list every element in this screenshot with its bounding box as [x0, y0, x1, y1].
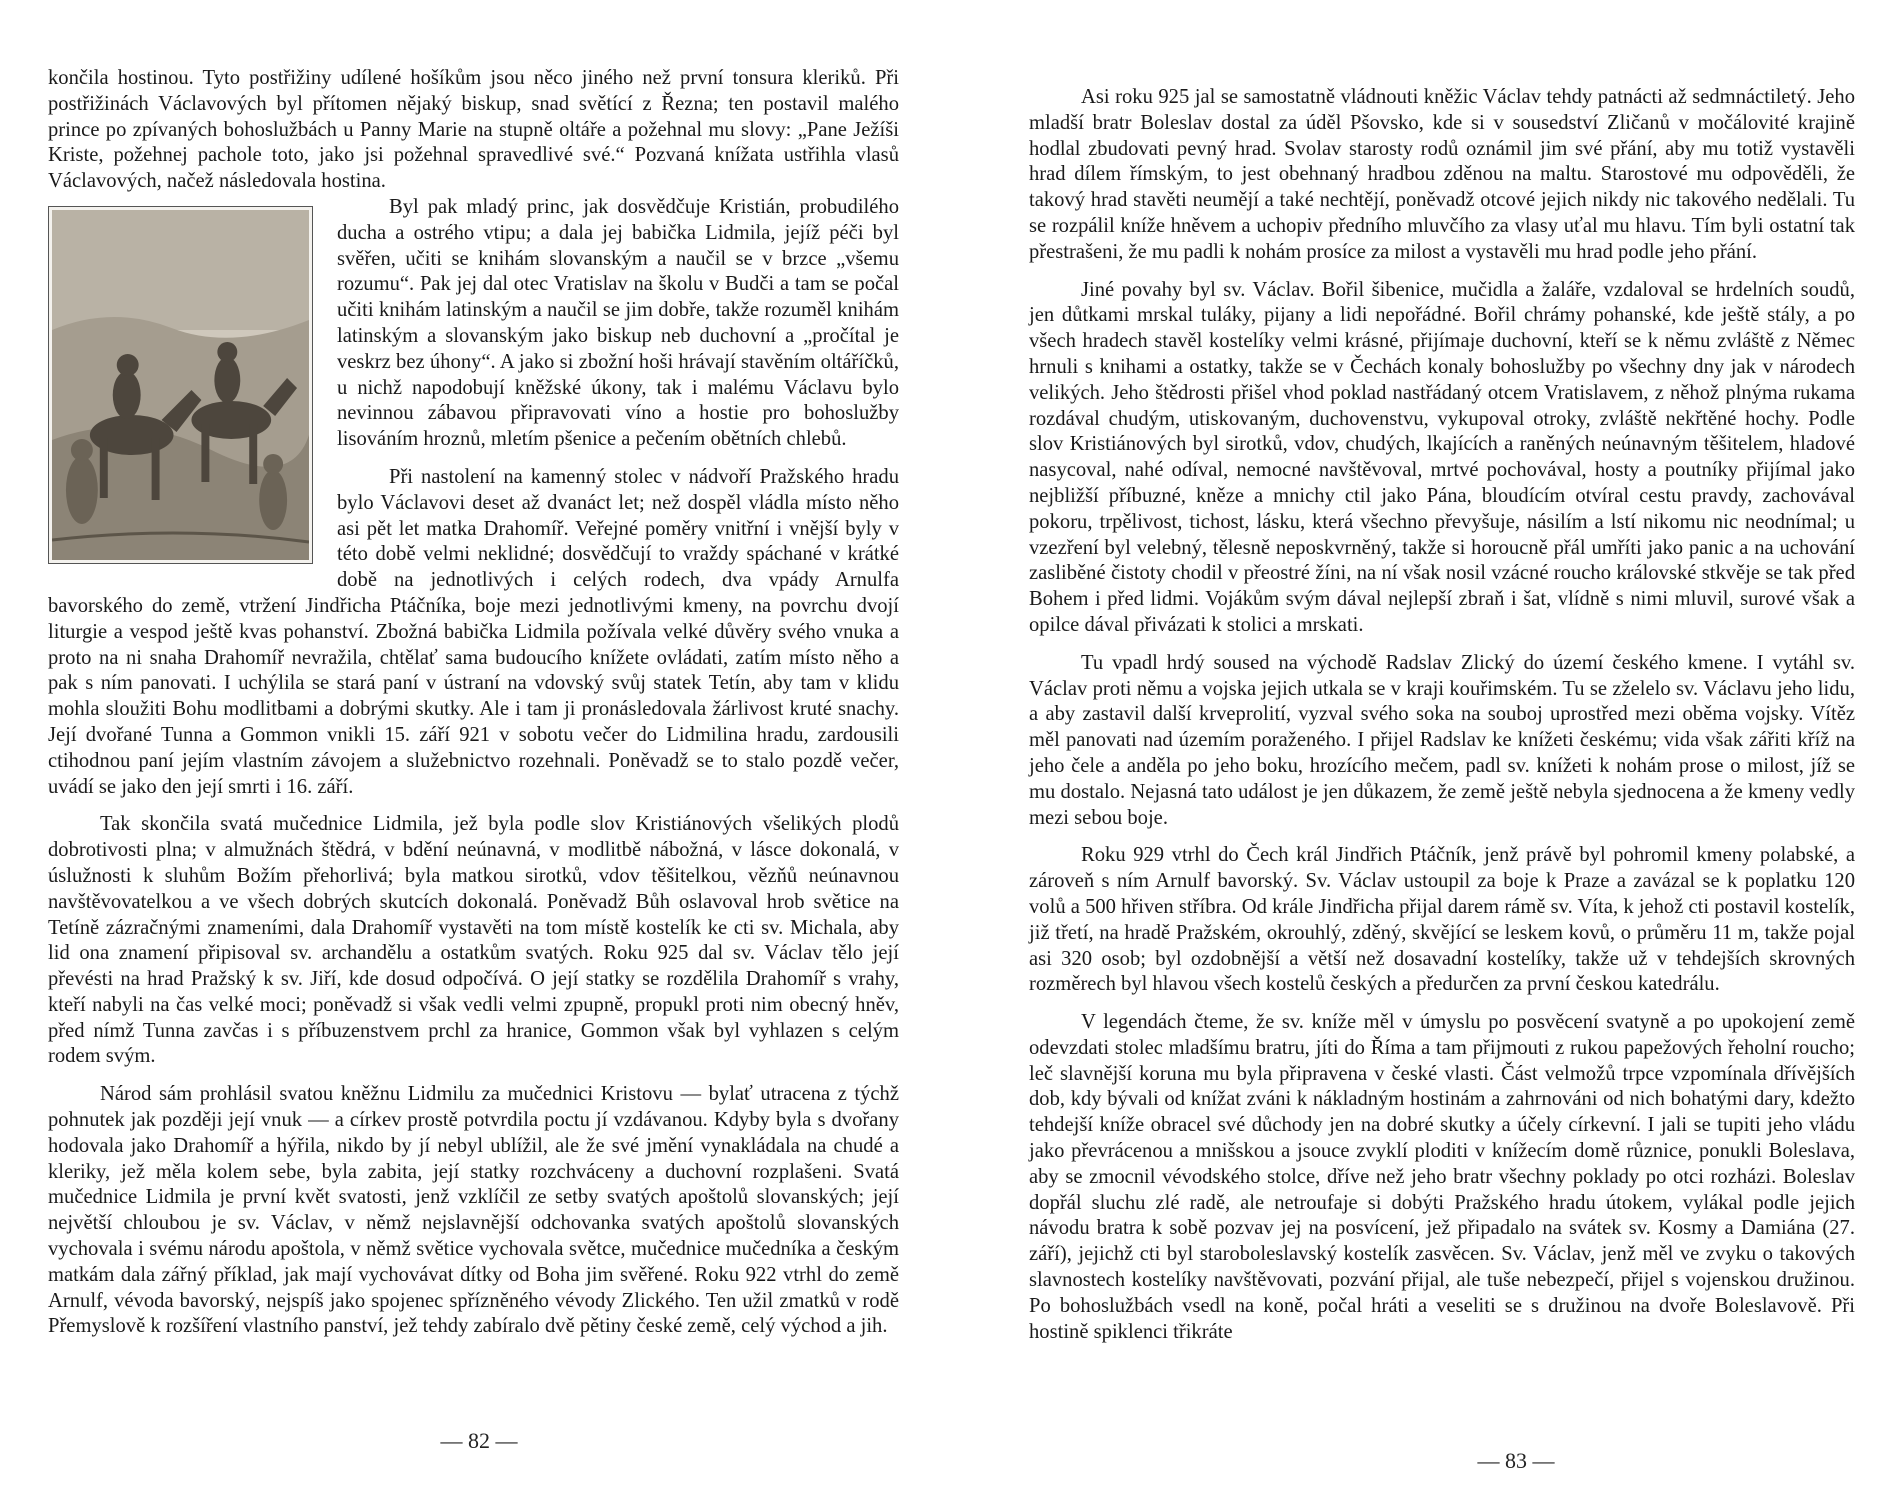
page-number: — 83 — [1477, 1448, 1555, 1473]
left-page-text [48, 66, 899, 1352]
right-page-text [1029, 85, 1855, 1357]
paragraph: Tu vpadl hrdý soused na východě Radslav Zlický do území českého kmene. I vytáhl sv. Václav proti němu a vojska jejich utkala se v kraji kouřimském. Tu se zželelo sv. Václavu jeho lidu, a aby zastavil další krveprolití, vyzval svého soka na souboj uprostřed mezi oběma vojsky. Vítěz měl panovati nad územím poraženého. I přijel Radslav ke knížeti českému; vida však zářiti kříž na jeho čele a anděla po jeho boku, hrozícího mečem, padl sv. knížeti k nohám prose o milost, jíž se mu dostalo. Nejasná tato událost je jen důkazem, že země ještě nebyla sjednocena a že kmeny vedly mezi sebou boje. [1029, 651, 1855, 829]
paragraph: Jiné povahy byl sv. Václav. Bořil šibenice, mučidla a žaláře, vzdaloval se hrdelních soudů, jen důtkami mrskal tuláky, pijany a lidi nepořádné. Bořil chrámy pohanské, kde ještě stály, a po všech hradech stavěl kostelíky velmi krásné, přijímaje duchovní, kteří se k němu zvláště z Němec hrnuli s knihami a ostatky, takže se v Čechách konaly bohoslužby po všechny dny jak v národech velikých. Jeho štědrosti přišel vhod poklad nastřádaný otcem Vratislavem, z něhož plnýma rukama rozdával chudým, utiskovaným, duchovenstvu, vykupoval otroky, zvláště nekřtěné hochy. Podle slov Kristiánových byl sirotků, vdov, chudých, lkajících a raněných neúnavným těšitelem, hladové nasycoval, nahé odíval, nemocné navštěvoval, mrtvé pochovával, hosty a poutníky přijímal jako nejbližší příbuzné, kněze a mnichy ctil jako Pána, bloudícím otvíral cestu pravdy, zachovával pokoru, trpělivost, tichost, lásku, která všechno převyšuje, násilím a lstí nikomu nic neodnímal; u vzezření byl velebný, tělesně neposkvrněný, takže si horoucně přál umříti jako panic a na uchování zasliběné čistoty chodil v přeostré žíni, na ní však nosil vzácné roucho královské stkvěje se tak před Bohem i před lidmi. Vojákům svým dával nejlepší zbraň i šat, vlídně s nimi mluvil, surové však a opilce dával přivázati k stolici a mrskati. [1029, 278, 1855, 636]
paragraph: Národ sám prohlásil svatou kněžnu Lidmilu za mučednici Kristovu — bylať utracena z týchž pohnutek jak později její vnuk — a církev prostě potvrdila poctu jí vzdávanou. Kdyby byla s dvořany hodovala jako Drahomíř a hýřila, nikdo by jí nebyl ublížil, ale že své jmění vynakládala na chudé a kleriky, jež měla kolem sebe, byla zabita, její statky rozchváceny a duchovní rozplašeni. Svatá mučednice Lidmila je první květ svatosti, jenž vzklíčil ze setby svatých apoštolů slovanských; její největší chloubou je sv. Václav, v němž nejslavnější odchovanka svatých apoštolů slovanských vychovala i svému národu apoštola, v němž světice vychovala světce, mučednice mučedníka a českým matkám dala zářný příklad, jak mají vychovávat dítky od Boha jim svěřené. Roku 922 vtrhl do země Arnulf, vévoda bavorský, nejspíš jako spojenec spřízněného vévody Zlického. Ten užil zmatků v rodě Přemyslově k rozšíření vlastního panství, jež tehdy zabíralo dvě pětiny české země, celý východ a jih. [48, 1083, 899, 1338]
paragraph: končila hostinou. Tyto postřižiny udílené hošíkům jsou něco jiného než první tonsura kleriků. Při postřižinách Václavových byl přítomen nějaký biskup, snad světící z Řezna; ten postavil malého prince po zpívaných bohoslužbách u Panny Marie na stupně oltáře a požehnal mu slovy: „Pane Ježíši Kriste, požehnej pachole toto, jako jsi požehnal spravedlivé své.“ Pozvaná knížata ustřihla vlasů Václavových, načež následovala hostina. [48, 67, 899, 193]
paragraph: Byl pak mladý princ, jak dosvědčuje Kristián, probudilého ducha a ostrého vtipu; a dala jej babička Lidmila, jejíž péči byl svěřen, učiti se knihám slovanským a naučil se v brzce „všemu rozumu“. Pak jej dal otec Vratislav na školu v Budči a tam se počal učiti knihám latinským a naučil se jim dobře, takže rozuměl knihám latinským a slovanským jako biskup neb duchovní a „pročítal je veskrz bez úhony“. A jako si zbožní hoši hrávají stavěním oltáříčků, u nichž napodobují kněžské úkony, tak i malému Václavu bylo nevinnou zábavou připravovati víno a hostie pro bohoslužby lisováním hroznů, mletím pšenice a pečením obětních chlebů. [337, 195, 899, 451]
paragraph: Při nastolení na kamenný stolec v nádvoří Pražského hradu bylo Václavovi deset až dvanáct let; než dospěl vládla místo něho asi pět let matka Drahomíř. Veřejné poměry vnitřní i vnější byly v této době velmi neklidné; dosvědčují to vraždy spáchané v krátké době na jednotlivých i celých rodech, dva vpády Arnulfa bavorského do země, vtržení Jindřicha Ptáčníka, boje mezi jednotlivými kmeny, na povrchu dvojí liturgie a vespod ještě kvas pohanství. Zbožná babička Lidmila požívala velké důvěry svého vnuka a proto na ni snaha Drahomíř nevražila, chtělať sama budoucího knížete ovládati, zatím místo něho a pak s ním panovati. I uchýlila se stará paní v ústraní na vdovský svůj statek Tetín, aby tam v klidu mohla sloužiti Bohu modlitbami a dobrými skutky. Ale i tam ji pronásledovala žárlivost kruté snachy. Její dvořané Tunna a Gommon vnikli 15. září 921 v sobotu večer do Lidmilina hradu, zardousili ctihodnou paní jejím vlastním závojem a služebnictvo rozehnali. Poněvadž se to stalo pozdě večer, uvádí se jako den její smrti i 16. září. [48, 465, 899, 798]
paragraph: Tak skončila svatá mučednice Lidmila, jež byla podle slov Kristiánových všelikých plodů dobrotivosti plna; v almužnách štědrá, v bdění neúnavná, v modlitbě nábožná, v lásce dokonalá, v úslužnosti k sluhům Božím přehorlivá; byla matkou sirotků, vdov těšitelkou, vězňů neúnavnou navštěvovatelkou a ve všech dobrých skutcích dokonalá. Poněvadž Bůh oslavoval hrob světice na Tetíně zázračnými znameními, dala Drahomíř vystavěti na tom místě kostelík ke cti sv. Michala, aby lid ona znamení připisoval sv. archandělu a ostatkům svatých. Roku 925 dal sv. Václav tělo její převésti na hrad Pražský k sv. Jiří, kde dosud odpočívá. O její statky se rozdělila Drahomíř s vrahy, kteří nabyli na čas velké moci; poněvadž si však vedli velmi zpupně, propukl proti nim obecný hněv, před nímž Tunna zavčas i s příbuzenstvem prchl za hranice, Gommon však byl vyhlazen s celým rodem svým. [48, 813, 899, 1068]
paragraph: Roku 929 vtrhl do Čech král Jindřich Ptáčník, jenž právě byl pohromil kmeny polabské, a zároveň s ním Arnulf bavorský. Sv. Václav ustoupil za boje k Praze a zavázal se k poplatku 120 volů a 500 hřiven stříbra. Od krále Jindřicha přijal darem rámě sv. Víta, k jehož cti postavil kostelík, již třetí, na hradě Pražském, okrouhlý, zděný, skvějící se leskem kovů, o průměru 11 m, takže pojal asi 320 osob; byl ozdobnější a větší než dosavadní kostelíky, takže už v tehdejších skrovných rozměrech byl hlavou všech kostelů českých a předurčen za první českou katedrálu. [1029, 844, 1855, 996]
right-page [947, 0, 1894, 1500]
page-number: — 82 — [440, 1428, 518, 1453]
paragraph: Asi roku 925 jal se samostatně vládnouti kněžic Václav tehdy patnácti až sedmnáctiletý. Jeho mladší bratr Boleslav dostal za úděl Pšovsko, kde si v sousedství Zličanů v močálovité krajině hodlal zbudovati pevný hrad. Svolav starosty rodů oznámil jim své přání, aby mu totiž vystavěli hrad dílem římským, to jest obehnaný hradbou zděnou na maltu. Starostové mu odpověděli, že takový hrad stavěti neumějí a také nechtějí, poněvadž otcové jejich nikdy nic takového nedělali. Tu se rozpálil kníže hněvem a uchopiv předního mluvčího za vlasy uťal mu hlavu. Tím byli ostatní tak přestrašeni, že mu padli k nohám prosíce za milost a vystavěli mu hrad podle jeho přání. [1029, 86, 1855, 263]
illustration-image [52, 210, 309, 560]
paragraph: V legendách čteme, že sv. kníže měl v úmyslu po posvěcení svatyně a po upokojení země odevzdati stolec mladšímu bratru, jíti do Říma a tam přijmouti z rukou papežových řeholní roucho; leč slavnější koruna mu byla připravena v české vlasti. Část velmožů trpce vzpomínala dřívějších dob, kdy bývali od knížat zváni k nákladným hostinám a zahrnováni od nich bohatými dary, kdežto tehdejší kníže obracel své důchody jen na dobré skutky a účely církevní. I jali se tupiti jeho vládu jako převrácenou a mnišskou a jsouce zvyklí ploditi v knížecím domě různice, ponukli Boleslava, aby se zmocnil vévodského stolce, dříve než jeho bratr všechny poklady po otci rozházi. Boleslav dopřál sluchu zlé radě, ale netroufaje si dobýti Pražského hradu útokem, vylákal podle jejich návodu bratra k sobě pozvav jej na posvícení, jež připadalo na svátek sv. Kosmy a Damiána (27. září), jejichž cti byl staroboleslavský kostelík zasvěcen. Sv. Václav, jenž měl ve zvyku o takových slavnostech kostelíky navštěvovati, pozvání přijal, ale tuše nebezpečí, přijel s vojenskou družinou. Po bohoslužbách vsedl na koně, počal hráti a veseliti se s družinou na dvoře Boleslavově. Při hostině spiklenci třikráte [1029, 1011, 1855, 1343]
illustration-riders [48, 206, 313, 564]
